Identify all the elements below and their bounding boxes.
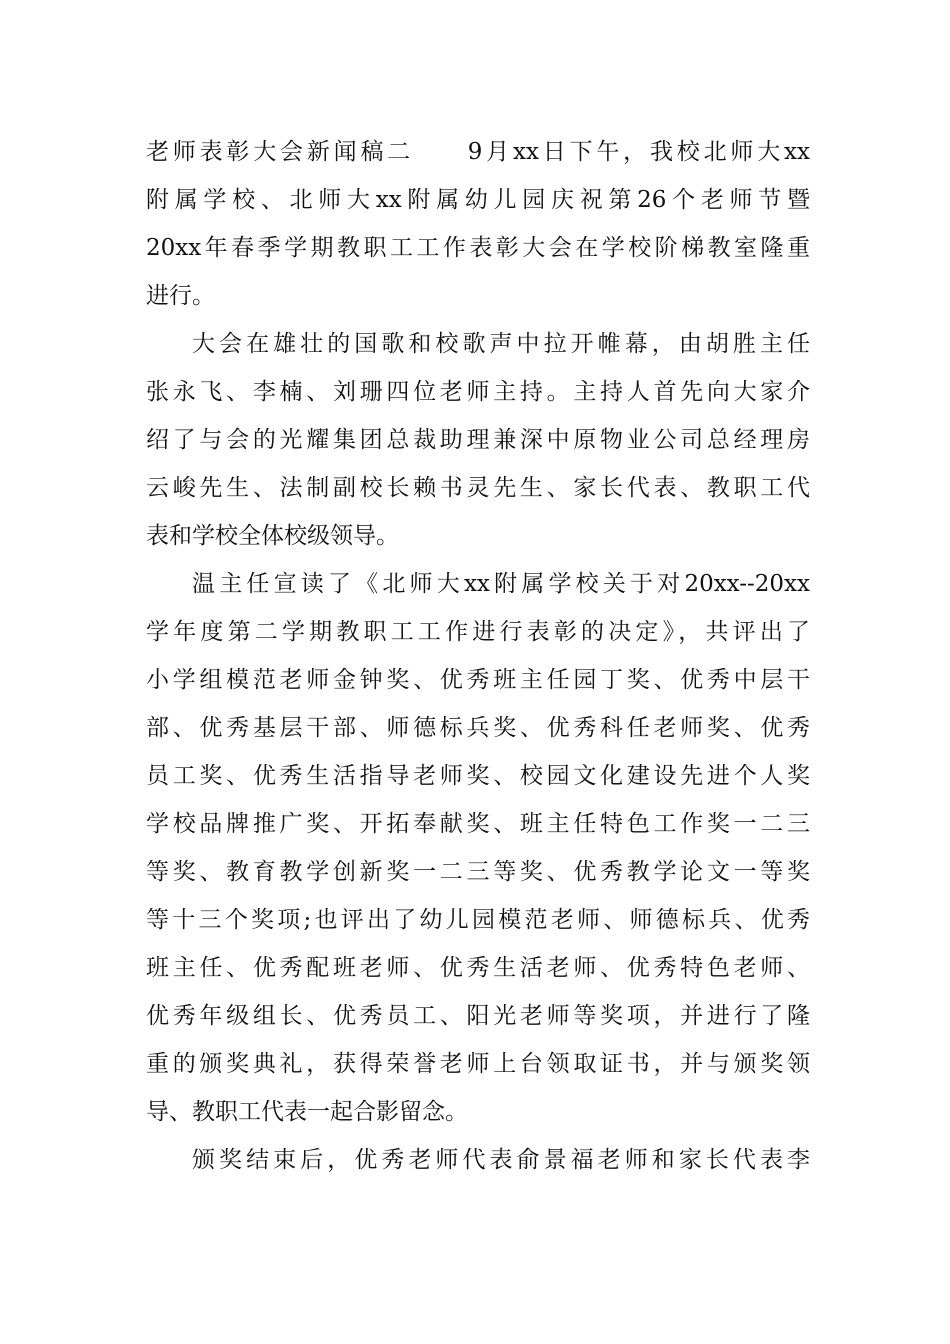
text-line: 表和学校全体校级领导。 [146,523,399,549]
text-line: 等十三个奖项;也评出了幼儿园模范老师、师德标兵、优秀 [146,907,810,933]
text-line: 等奖、教育教学创新奖一二三等奖、优秀教学论文一等奖 [146,859,810,885]
text-line: 重的颁奖典礼，获得荣誉老师上台领取证书，并与颁奖领 [146,1051,810,1077]
text-line: 班主任、优秀配班老师、优秀生活老师、优秀特色老师、 [146,955,810,981]
article-body [146,128,810,1184]
text-line: 导、教职工代表一起合影留念。 [146,1099,468,1125]
text-line: 员工奖、优秀生活指导老师奖、校园文化建设先进个人奖 [146,763,810,789]
text-line: 附属学校、北师大xx附属幼儿园庆祝第26个老师节暨 [146,187,810,213]
text-line: 老师表彰大会新闻稿二 9月xx日下午，我校北师大xx [146,139,810,165]
paragraph-first-line: 颁奖结束后，优秀老师代表俞景福老师和家长代表李 [192,1147,810,1173]
text-line: 张永飞、李楠、刘珊四位老师主持。主持人首先向大家介 [146,379,810,405]
text-line: 20xx年春季学期教职工工作表彰大会在学校阶梯教室隆重 [146,235,810,261]
text-line: 绍了与会的光耀集团总裁助理兼深中原物业公司总经理房 [146,427,810,453]
paragraph-first-line: 温主任宣读了《北师大xx附属学校关于对20xx--20xx [192,571,810,597]
text-line: 优秀年级组长、优秀员工、阳光老师等奖项，并进行了隆 [146,1003,810,1029]
text-line: 云峻先生、法制副校长赖书灵先生、家长代表、教职工代 [146,475,810,501]
text-line: 部、优秀基层干部、师德标兵奖、优秀科任老师奖、优秀 [146,715,810,741]
text-line: 小学组模范老师金钟奖、优秀班主任园丁奖、优秀中层干 [146,667,810,693]
paragraph-first-line: 大会在雄壮的国歌和校歌声中拉开帷幕，由胡胜主任 [192,331,810,357]
text-line: 学年度第二学期教职工工作进行表彰的决定》，共评出了 [146,619,810,645]
text-line: 进行。 [146,283,215,309]
text-line: 学校品牌推广奖、开拓奉献奖、班主任特色工作奖一二三 [146,811,810,837]
